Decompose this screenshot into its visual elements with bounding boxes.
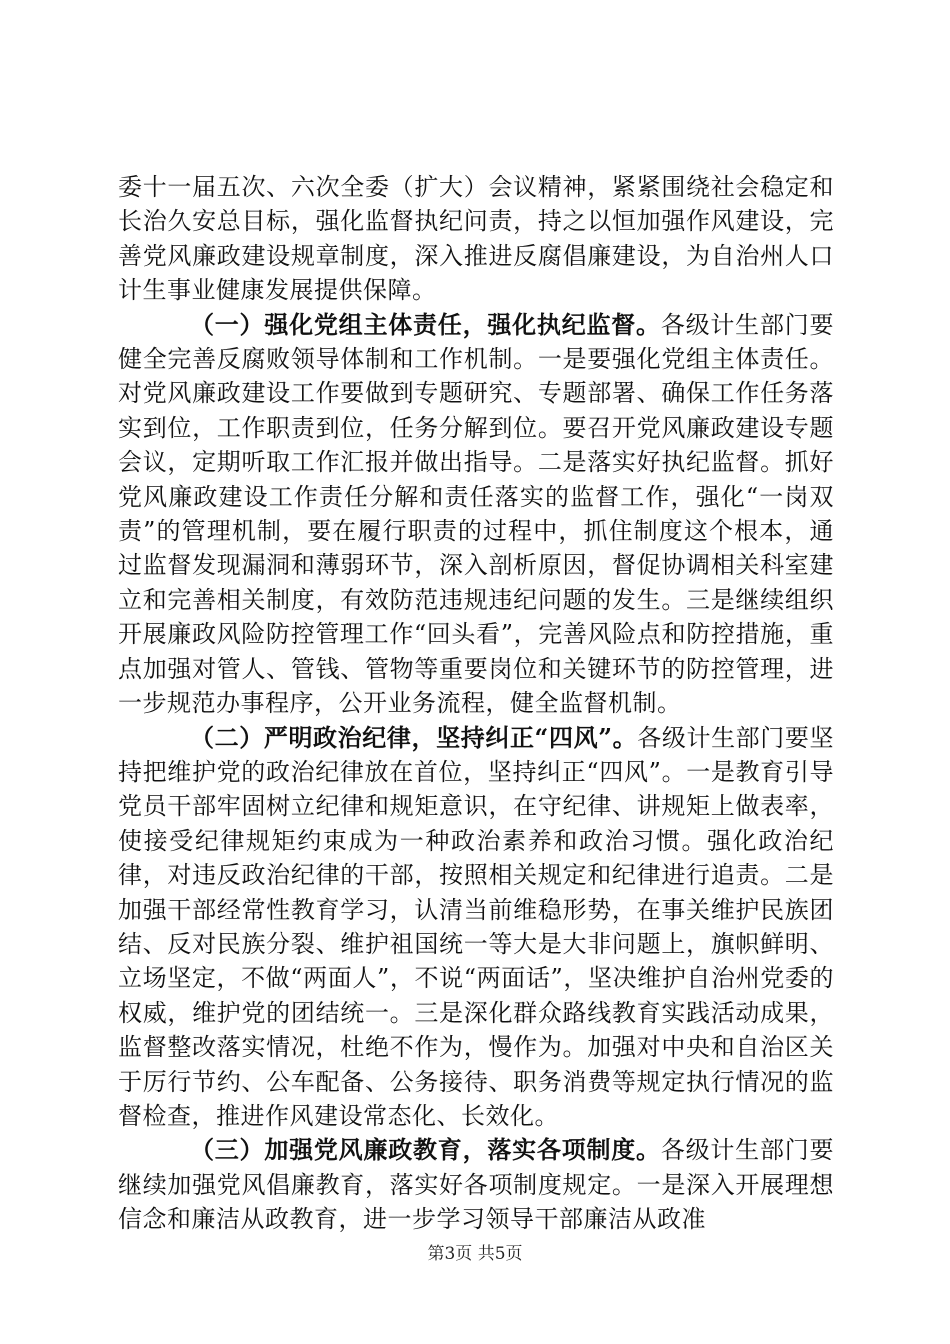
page-indicator: 第3页 共5页 [427, 1244, 523, 1264]
section-1-body: 各级计生部门要健全完善反腐败领导体制和工作机制。一是要强化党组主体责任。对党风廉政建设工作要做到专题研究、专题部署、确保工作任务落实到位，工作职责到位，任务分解到位。要召开党风廉政建设专题会议，定期听取工作汇报并做出指导。二是落实好执纪监督。抓好党风廉政建设工作责任分解和责任落实的监督工作，强化“一岗双责”的管理机制，要在履行职责的过程中，抓住制度这个根本，通过监督发现漏洞和薄弱环节，深入剖析原因，督促协调相关科室建立和完善相关制度，有效防范违规违纪问题的发生。三是继续组织开展廉政风险防控管理工作“回头看”，完善风险点和防控措施，重点加强对管人、管钱、管物等重要岗位和关键环节的防控管理，进一步规范办事程序，公开业务流程，健全监督机制。 [118, 310, 835, 718]
document-body [118, 170, 834, 1237]
section-3-body: 各级计生部门要继续加强党风倡廉教育，落实好各项制度规定。一是深入开展理想信念和廉洁从政教育，进一步学习领导干部廉洁从政准 [118, 1136, 835, 1234]
section-2-body: 各级计生部门要坚持把维护党的政治纪律放在首位，坚持纠正“四风”。一是教育引导党员干部牢固树立纪律和规矩意识，在守纪律、讲规矩上做表率，使接受纪律规矩约束成为一种政治素养和政治习惯。强化政治纪律，对违反政治纪律的干部，按照相关规定和纪律进行追责。二是加强干部经常性教育学习，认清当前维稳形势，在事关维护民族团结、反对民族分裂、维护祖国统一等大是大非问题上，旗帜鲜明、立场坚定，不做“两面人”，不说“两面话”，坚决维护自治州党委的权威，维护党的团结统一。三是深化群众路线教育实践活动成果，监督整改落实情况，杜绝不作为，慢作为。加强对中央和自治区关于厉行节约、公车配备、公务接待、职务消费等规定执行情况的监督检查，推进作风建设常态化、长效化。 [118, 723, 835, 1130]
section-1-paragraph [118, 308, 834, 721]
section-2-paragraph [118, 721, 834, 1134]
section-1-heading: （一）强化党组主体责任，强化执纪监督。 [190, 309, 661, 339]
section-3-heading: （三）加强党风廉政教育，落实各项制度。 [190, 1135, 661, 1165]
intro-paragraph: 委十一届五次、六次全委（扩大）会议精神，紧紧围绕社会稳定和长治久安总目标，强化监督执纪问责，持之以恒加强作风建设，完善党风廉政建设规章制度，深入推进反腐倡廉建设，为自治州人口计生事业健康发展提供保障。 [118, 173, 834, 305]
section-3-paragraph [118, 1133, 834, 1236]
section-2-heading: （二）严明政治纪律，坚持纠正“四风”。 [190, 722, 638, 752]
page-footer [0, 1244, 950, 1264]
